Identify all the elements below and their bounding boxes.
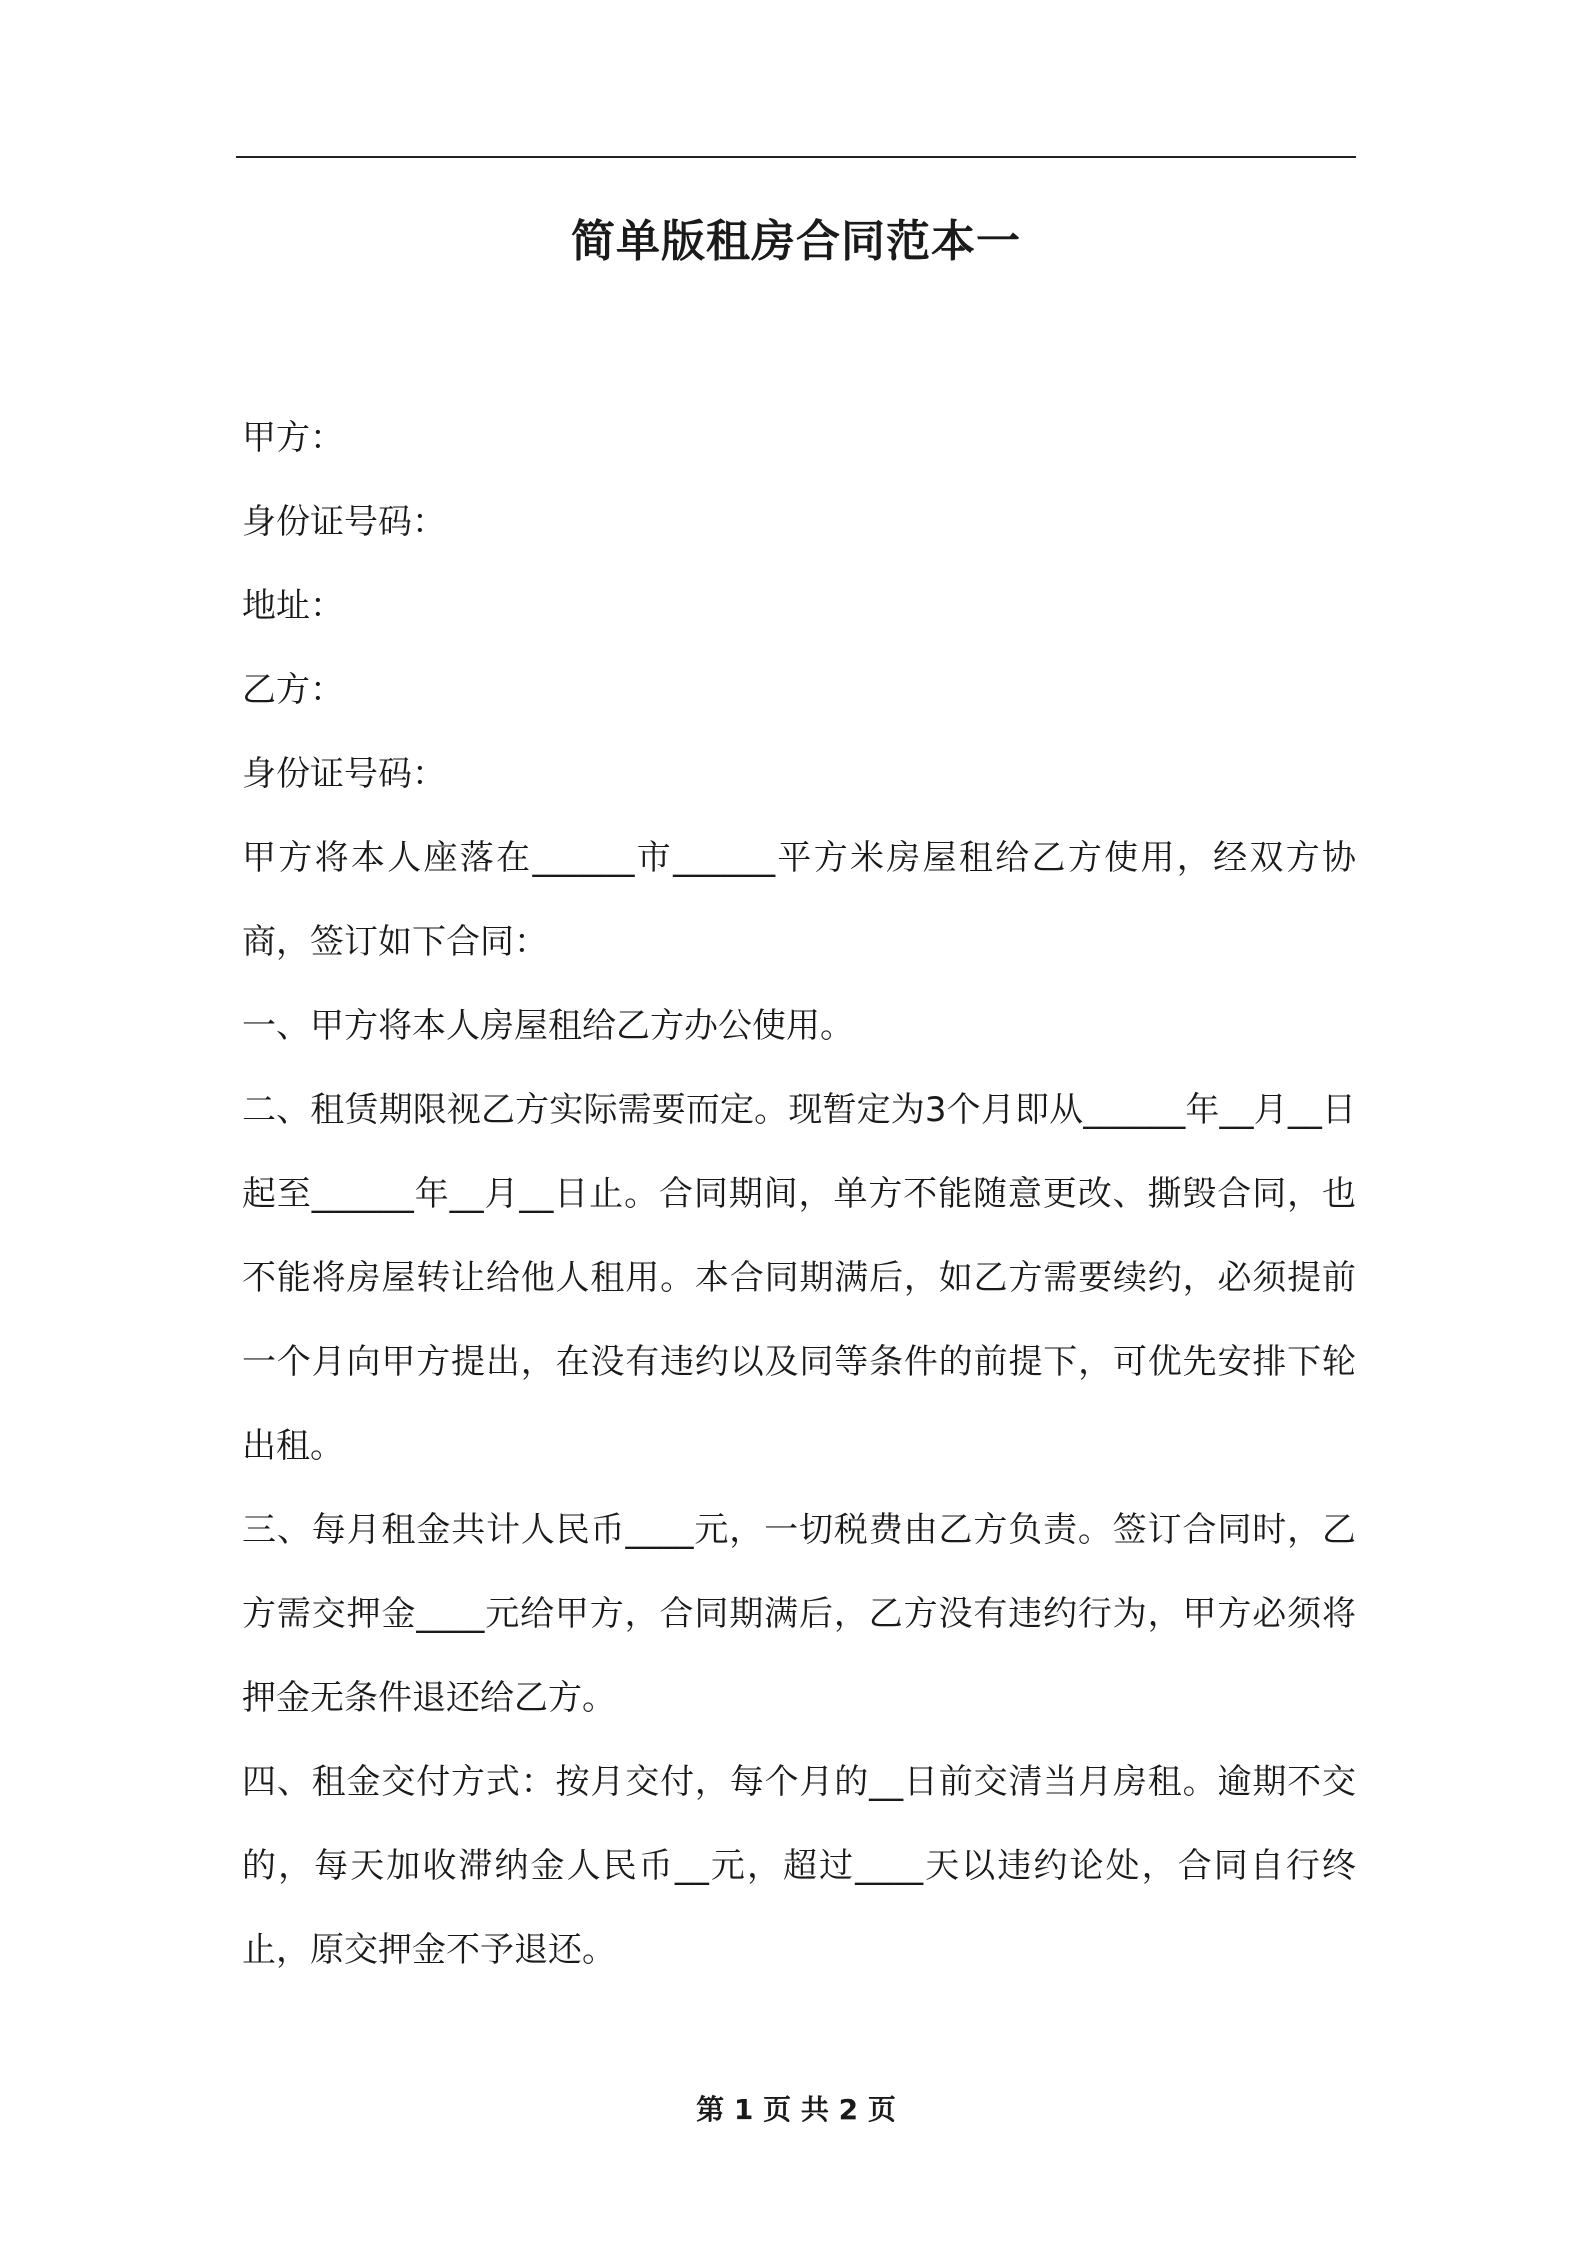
party-a-address-field: 地址： xyxy=(242,586,344,626)
clause-3: 三、每月租金共计人民币____元，一切税费由乙方负责。签订合同时，乙方需交押金____元给甲方，合同期满后，乙方没有违约行为，甲方必须将押金无条件退还给乙方。 xyxy=(242,1510,1356,1718)
header-rule xyxy=(236,156,1356,158)
party-b-field: 乙方： xyxy=(242,670,344,710)
intro-paragraph: 甲方将本人座落在______市______平方米房屋租给乙方使用，经双方协商，签订如下合同： xyxy=(242,838,1356,962)
document-body xyxy=(242,396,1356,1992)
clause-1: 一、甲方将本人房屋租给乙方办公使用。 xyxy=(242,1006,854,1046)
party-a-id-field: 身份证号码： xyxy=(242,502,446,542)
clause-2: 二、租赁期限视乙方实际需要而定。现暂定为3个月即从______年__月__日起至______年__月__日止。合同期间，单方不能随意更改、撕毁合同，也不能将房屋转让给他人租用。本合同期满后，如乙方需要续约，必须提前一个月向甲方提出，在没有违约以及同等条件的前提下，可优先安排下轮出租。 xyxy=(242,1090,1356,1466)
clause-4: 四、租金交付方式：按月交付，每个月的__日前交清当月房租。逾期不交的，每天加收滞纳金人民币__元，超过____天以违约论处，合同自行终止，原交押金不予退还。 xyxy=(242,1762,1356,1970)
page-number-footer: 第 1 页 共 2 页 xyxy=(696,2093,896,2126)
document-title: 简单版租房合同范本一 xyxy=(571,216,1021,267)
party-b-id-field: 身份证号码： xyxy=(242,754,446,794)
party-a-field: 甲方： xyxy=(242,418,344,458)
